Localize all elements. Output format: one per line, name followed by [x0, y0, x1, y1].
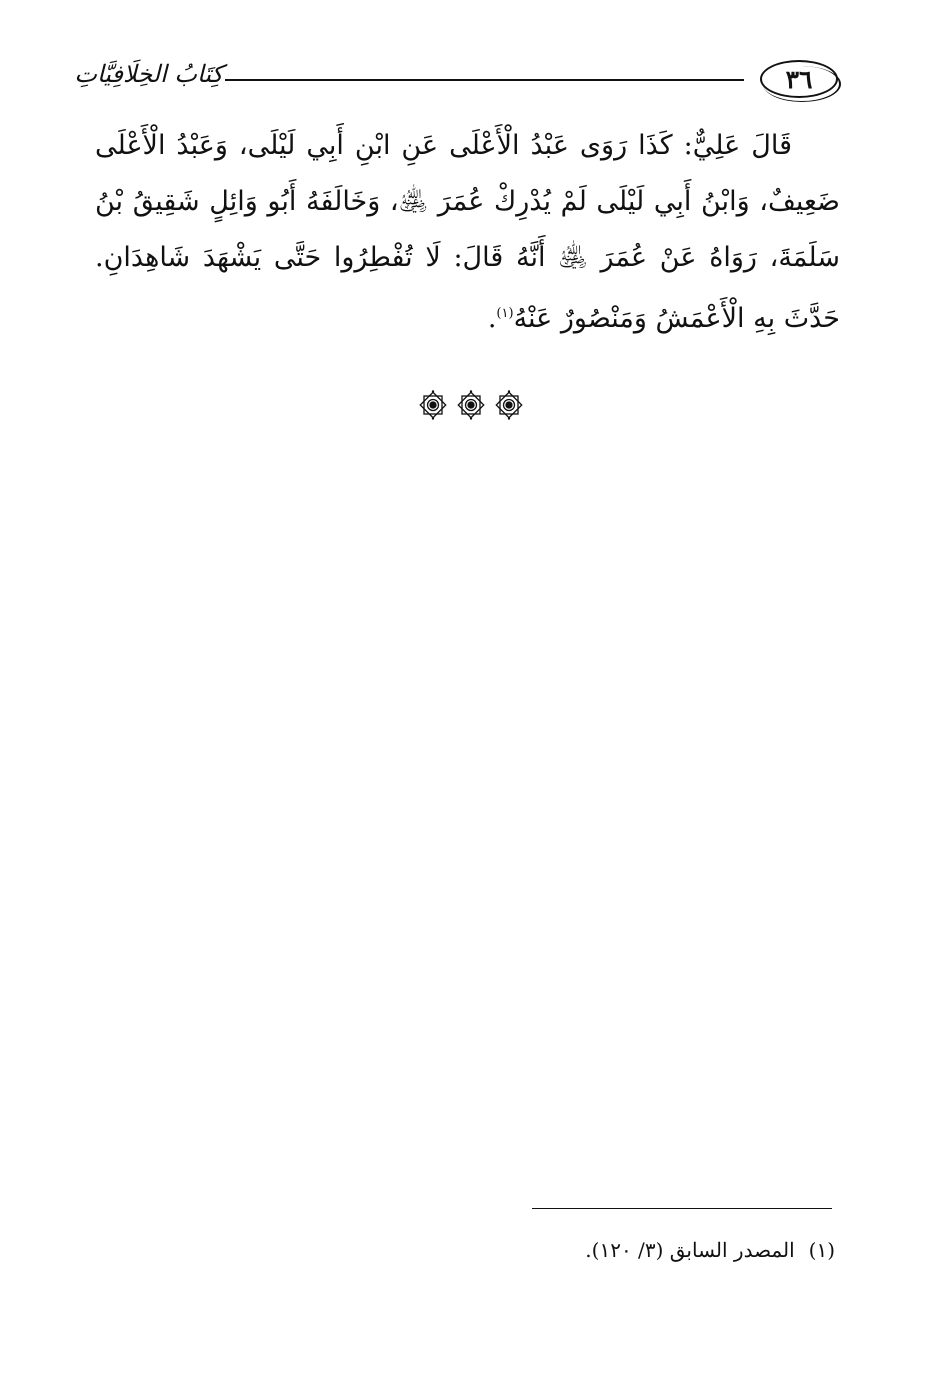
main-text [95, 118, 840, 347]
body-paragraph [95, 118, 840, 347]
section-divider-ornaments [0, 390, 942, 420]
book-title: كِتَابُ الخِلَافِيَّاتِ [74, 60, 223, 88]
page-number: ٣٦ [760, 60, 838, 98]
paragraph-text: قَالَ عَلِيٌّ: كَذَا رَوَى عَبْدُ الْأَعْلَى عَنِ ابْنِ أَبِي لَيْلَى، وَعَبْدُ الْأَعْلَى ضَعِيفٌ، وَابْنُ أَبِي لَيْلَى لَمْ يُدْرِكْ عُمَرَ ﵁، وَخَالَفَهُ أَبُو وَائِلٍ شَقِيقُ بْنُ سَلَمَةَ، رَوَاهُ عَنْ عُمَرَ ﵁ أَنَّهُ قَالَ: لَا تُفْطِرُوا حَتَّى يَشْهَدَ شَاهِدَانِ. حَدَّثَ بِهِ الْأَعْمَشُ وَمَنْصُورٌ عَنْهُ [95, 130, 840, 334]
paragraph-end: . [487, 303, 497, 334]
octagram-rosette-icon [457, 390, 485, 420]
footnote-reference: (١) [496, 306, 514, 321]
header-rule [225, 79, 744, 81]
footnote-text: المصدر السابق (٣/ ١٢٠). [585, 1238, 795, 1262]
octagram-rosette-icon [419, 390, 447, 420]
footnote [95, 1233, 835, 1267]
page-header [74, 58, 840, 102]
footnote-marker: (١) [808, 1238, 835, 1262]
footnote-separator [532, 1208, 832, 1209]
octagram-rosette-icon [495, 390, 523, 420]
